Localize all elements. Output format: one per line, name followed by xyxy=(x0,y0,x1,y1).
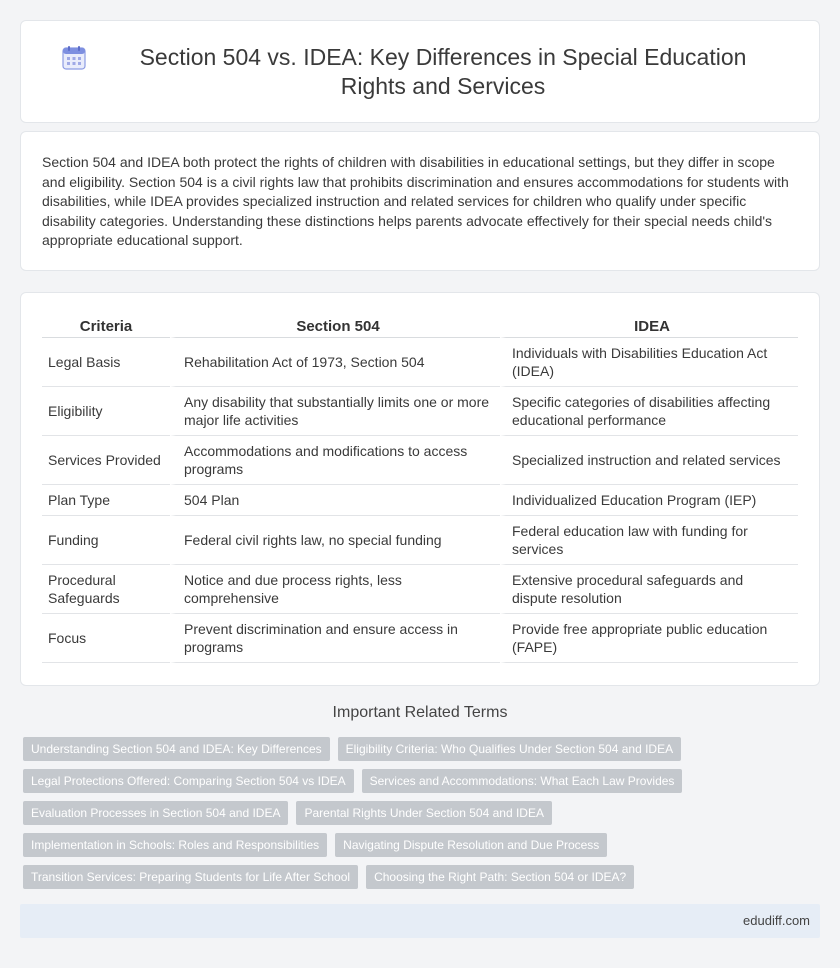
table-row xyxy=(42,614,798,663)
criteria-cell: Focus xyxy=(42,614,170,663)
idea-cell: Extensive procedural safeguards and dispute resolution xyxy=(500,565,798,614)
criteria-cell: Services Provided xyxy=(42,436,170,485)
tag-row xyxy=(23,769,823,793)
comparison-table xyxy=(42,312,798,663)
tag-row xyxy=(23,865,823,889)
page-title: Section 504 vs. IDEA: Key Differences in Special Education Rights and Services xyxy=(139,43,747,99)
related-term-tag[interactable]: Implementation in Schools: Roles and Responsibilities xyxy=(23,833,327,857)
related-term-tag[interactable]: Understanding Section 504 and IDEA: Key Differences xyxy=(23,737,330,761)
idea-cell: Individuals with Disabilities Education Act (IDEA) xyxy=(500,338,798,387)
related-term-tag[interactable]: Services and Accommodations: What Each Law Provides xyxy=(362,769,683,793)
tag-row xyxy=(23,801,823,825)
criteria-cell: Funding xyxy=(42,516,170,565)
intro-card xyxy=(20,131,820,271)
related-terms-list xyxy=(23,737,823,897)
related-term-tag[interactable]: Eligibility Criteria: Who Qualifies Under Section 504 and IDEA xyxy=(338,737,681,761)
header-criteria: Criteria xyxy=(42,312,170,338)
idea-cell: Specific categories of disabilities affecting educational performance xyxy=(500,387,798,436)
related-term-tag[interactable]: Parental Rights Under Section 504 and IDEA xyxy=(296,801,551,825)
related-term-tag[interactable]: Legal Protections Offered: Comparing Section 504 vs IDEA xyxy=(23,769,354,793)
criteria-cell: Procedural Safeguards xyxy=(42,565,170,614)
calendar-icon xyxy=(61,45,87,71)
section-504-cell: Accommodations and modifications to access programs xyxy=(170,436,500,485)
title-card xyxy=(20,20,820,123)
criteria-cell: Plan Type xyxy=(42,485,170,516)
footer-site-link[interactable]: edudiff.com xyxy=(743,913,810,928)
tag-row xyxy=(23,737,823,761)
criteria-cell: Legal Basis xyxy=(42,338,170,387)
section-504-cell: Federal civil rights law, no special funding xyxy=(170,516,500,565)
tag-row xyxy=(23,833,823,857)
header-idea: IDEA xyxy=(500,312,798,338)
criteria-cell: Eligibility xyxy=(42,387,170,436)
section-504-cell: Prevent discrimination and ensure access in programs xyxy=(170,614,500,663)
related-term-tag[interactable]: Evaluation Processes in Section 504 and IDEA xyxy=(23,801,288,825)
comparison-table-card xyxy=(20,292,820,686)
header-section-504: Section 504 xyxy=(170,312,500,338)
idea-cell: Individualized Education Program (IEP) xyxy=(500,485,798,516)
idea-cell: Specialized instruction and related services xyxy=(500,436,798,485)
table-row xyxy=(42,436,798,485)
related-terms-heading: Important Related Terms xyxy=(332,704,508,721)
idea-cell: Provide free appropriate public education (FAPE) xyxy=(500,614,798,663)
section-504-cell: Any disability that substantially limits one or more major life activities xyxy=(170,387,500,436)
table-row xyxy=(42,338,798,387)
intro-paragraph: Section 504 and IDEA both protect the rights of children with disabilities in educational settings, but they differ in scope and eligibility. Section 504 is a civil rights law that prohibits discrimination and ensures accommodations for students with disabilities, while IDEA provides specialized instruction and related services for children who qualify under specific disability categories. Understanding these distinctions helps parents advocate effectively for their special needs child's appropriate educational support. xyxy=(42,154,789,248)
related-term-tag[interactable]: Transition Services: Preparing Students for Life After School xyxy=(23,865,358,889)
section-504-cell: Rehabilitation Act of 1973, Section 504 xyxy=(170,338,500,387)
table-row xyxy=(42,565,798,614)
table-row xyxy=(42,485,798,516)
table-row xyxy=(42,516,798,565)
table-row xyxy=(42,387,798,436)
section-504-cell: 504 Plan xyxy=(170,485,500,516)
related-term-tag[interactable]: Choosing the Right Path: Section 504 or IDEA? xyxy=(366,865,634,889)
section-504-cell: Notice and due process rights, less comprehensive xyxy=(170,565,500,614)
related-term-tag[interactable]: Navigating Dispute Resolution and Due Process xyxy=(335,833,607,857)
footer xyxy=(20,904,820,938)
idea-cell: Federal education law with funding for services xyxy=(500,516,798,565)
